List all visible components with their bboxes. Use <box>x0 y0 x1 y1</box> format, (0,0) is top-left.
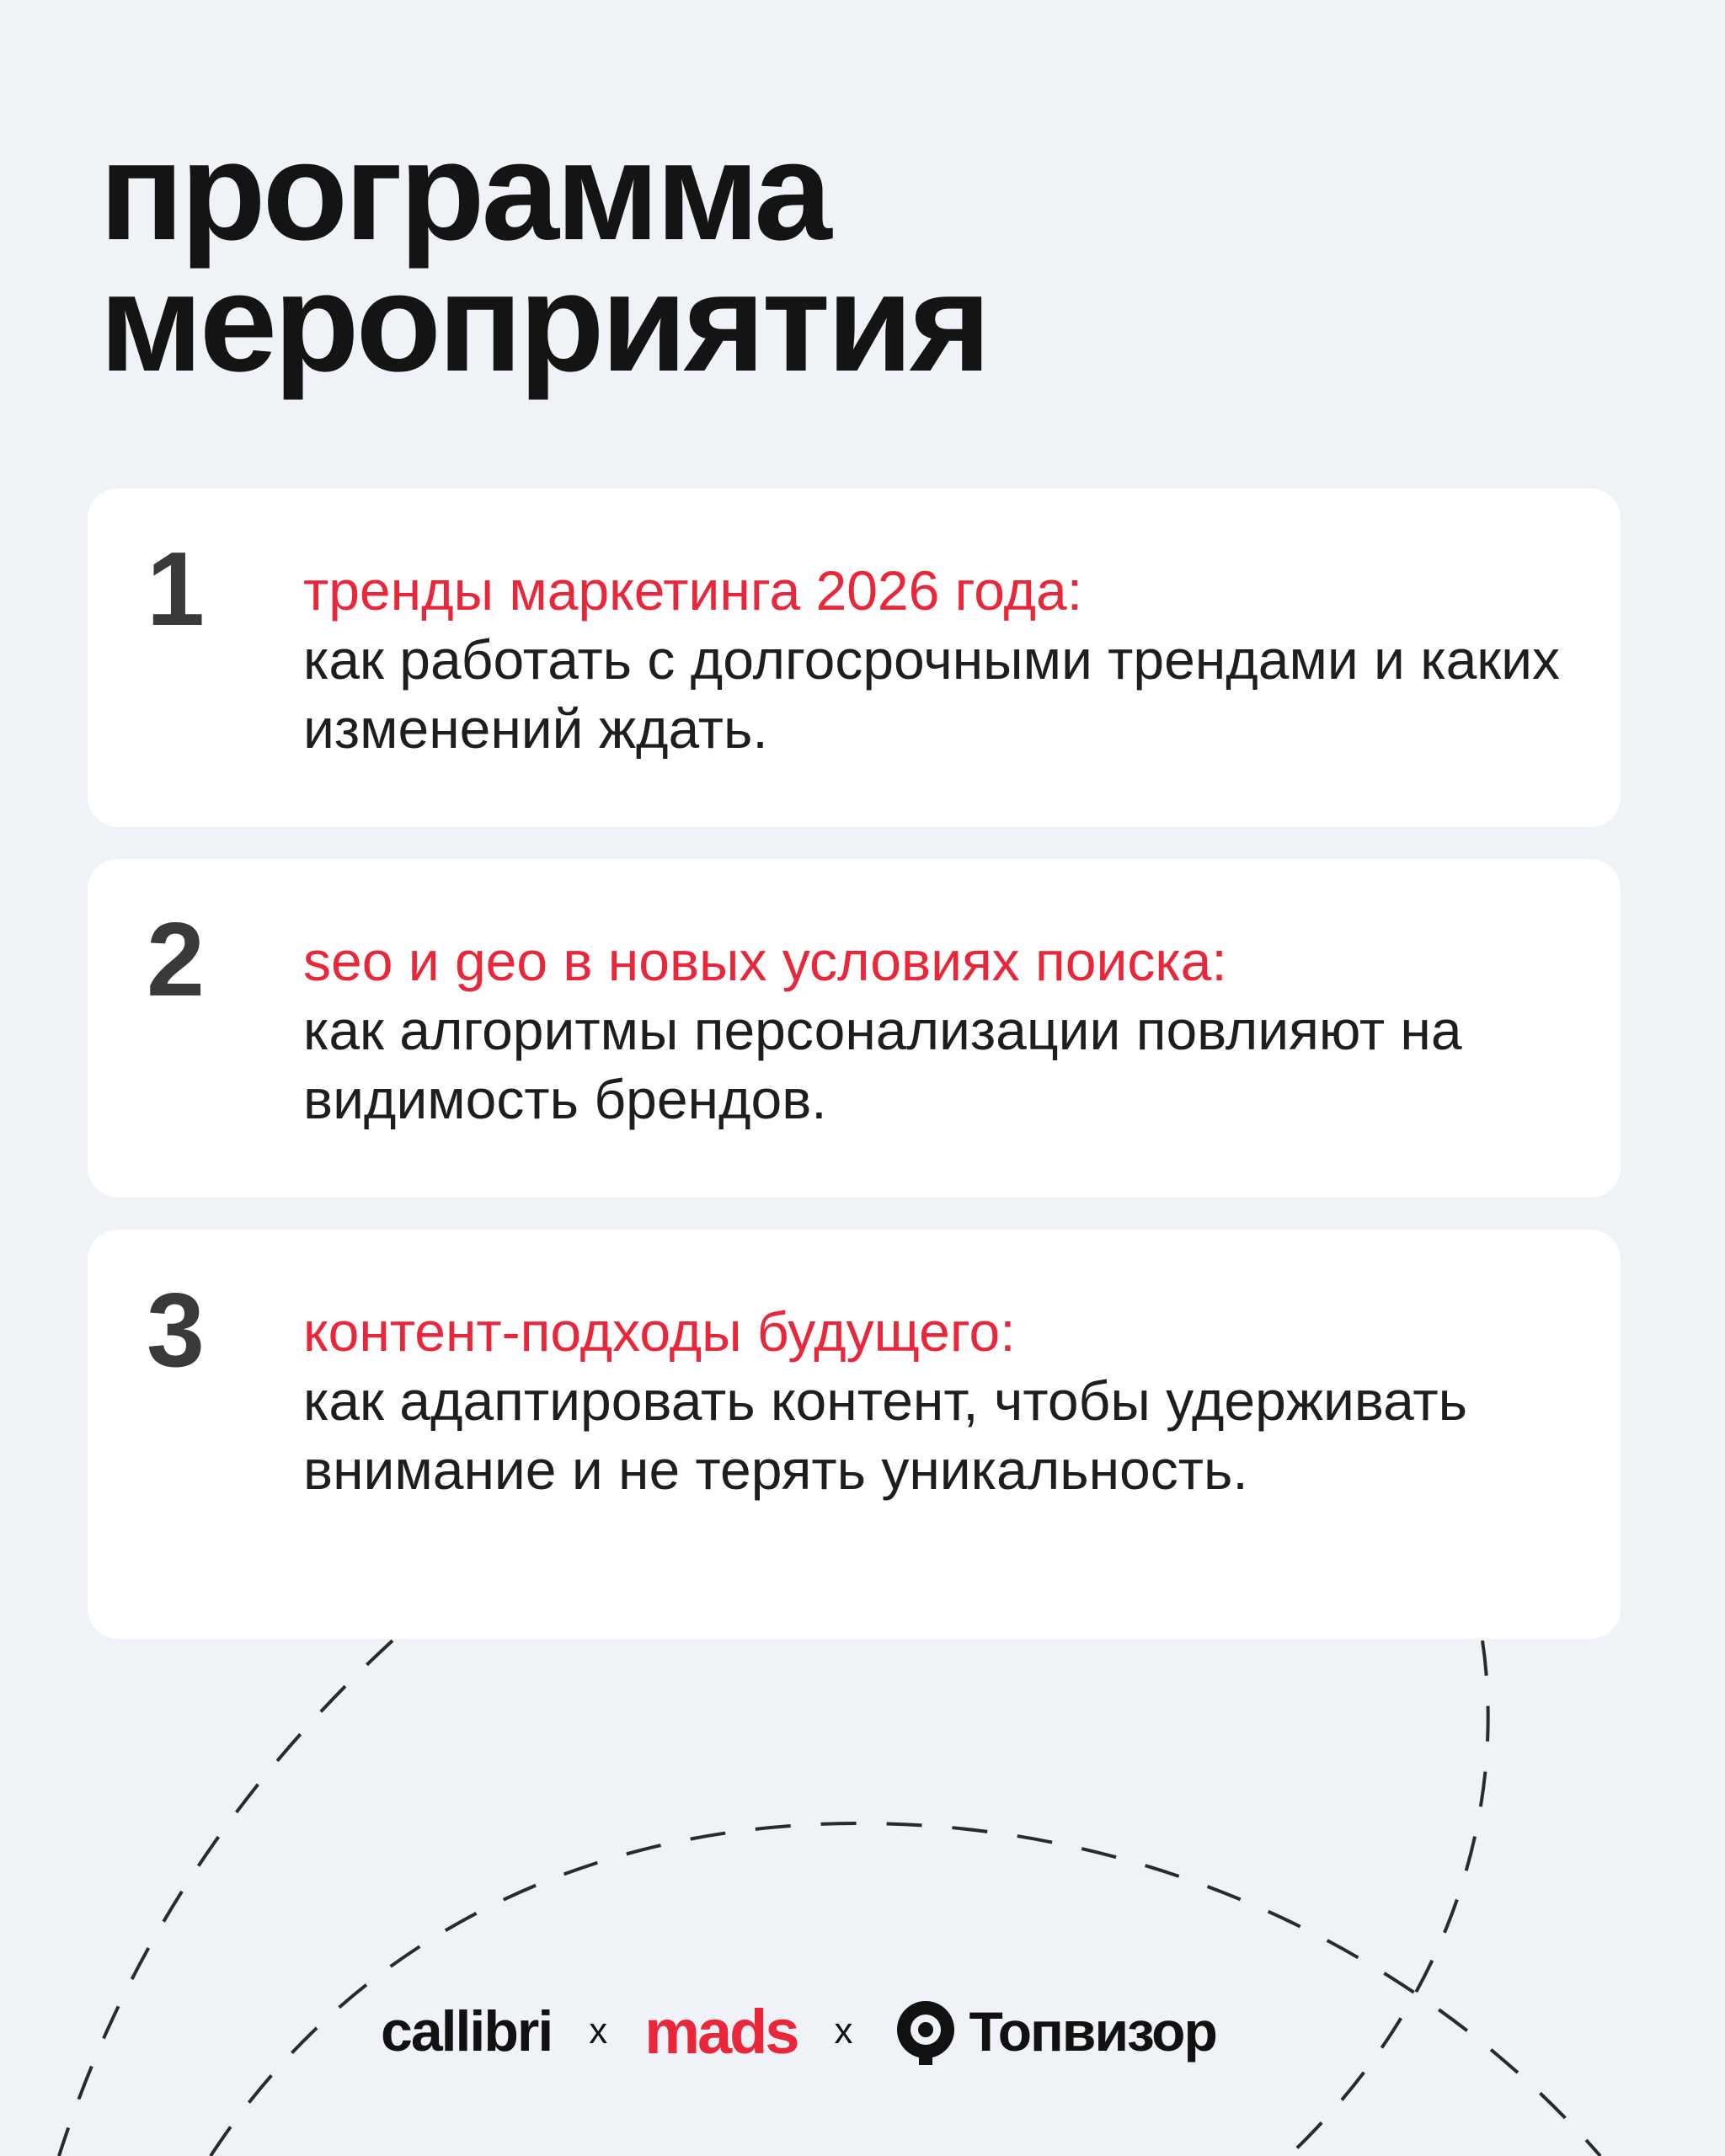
dashed-arc-left <box>59 1641 393 2156</box>
program-item-text <box>303 926 1583 1134</box>
program-item-heading: контент-подходы будущего: <box>303 1300 1016 1363</box>
program-item-heading: seo и geo в новых условиях поиска: <box>303 930 1227 992</box>
logo-separator: x <box>589 2010 608 2052</box>
program-item-text <box>303 1297 1583 1504</box>
page-title-line-2: мероприятия <box>99 245 988 401</box>
callibri-logo: callibri <box>381 1999 553 2063</box>
program-item-number: 1 <box>147 531 205 648</box>
topvisor-logo-icon <box>890 1996 961 2067</box>
program-item-description: как работать с долгосрочными трендами и каких изменений ждать. <box>303 628 1561 760</box>
page-title-line-1: программа <box>99 114 829 270</box>
mads-logo: mads <box>644 1996 798 2067</box>
program-item-heading: тренды маркетинга 2026 года: <box>303 559 1083 622</box>
partner-logos <box>381 1981 1358 2082</box>
program-item-3 <box>88 1230 1621 1639</box>
topvisor-wordmark: Топвизор <box>969 2000 1216 2063</box>
program-item-description: как алгоритмы персонализации повлияют на видимость брендов. <box>303 999 1462 1130</box>
logo-separator: x <box>834 2010 853 2052</box>
program-item-description: как адаптировать контент, чтобы удерживать внимание и не терять уникальность. <box>303 1369 1468 1501</box>
program-item-text <box>303 556 1583 763</box>
program-item-2 <box>88 859 1621 1198</box>
page-title <box>99 114 988 401</box>
topvisor-logo <box>890 1996 1216 2067</box>
program-item-number: 3 <box>147 1273 205 1389</box>
program-item-number: 2 <box>147 902 205 1018</box>
program-item-1 <box>88 488 1621 827</box>
